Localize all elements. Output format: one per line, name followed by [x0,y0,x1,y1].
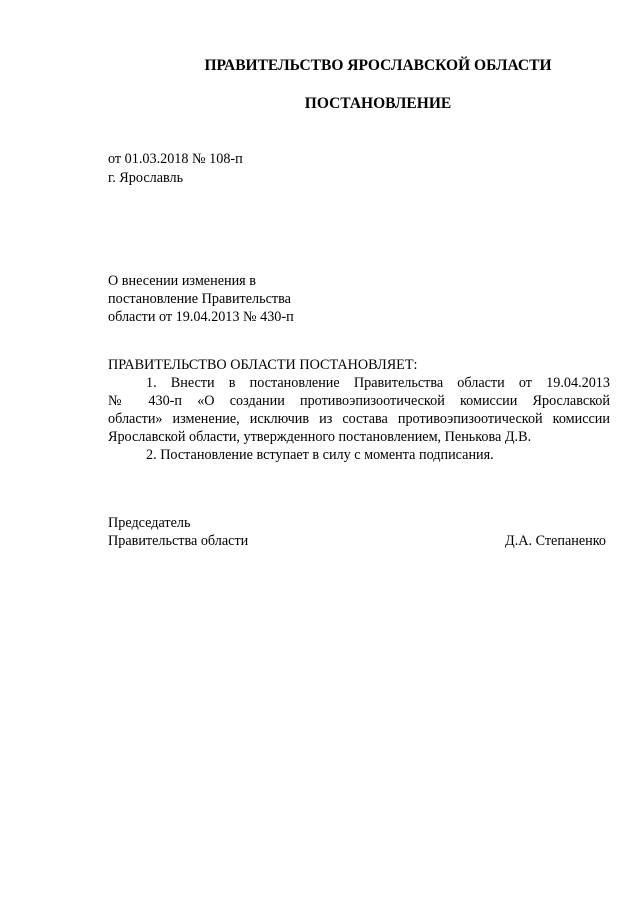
item-2-line: 2. Постановление вступает в силу с момента подписания. [146,447,494,463]
signatory-title-line: Правительства области [108,533,249,549]
subject-line: О внесении изменения в [108,273,256,289]
item-1-line: Ярославской области, утвержденного постановлением, Пенькова Д.В. [108,429,532,445]
document-city: г. Ярославль [108,170,184,186]
government-heading: ПРАВИТЕЛЬСТВО ЯРОСЛАВСКОЙ ОБЛАСТИ [204,57,552,74]
subject-line: области от 19.04.2013 № 430-п [108,309,294,325]
item-1-line: 1. Внести в постановление Правительства области от 19.04.2013 [146,375,610,391]
item-1-line: области» изменение, исключив из состава противоэпизоотической комиссии [108,411,610,427]
subject-line: постановление Правительства [108,291,291,307]
decree-lead: ПРАВИТЕЛЬСТВО ОБЛАСТИ ПОСТАНОВЛЯЕТ: [108,357,418,373]
document-date-number: от 01.03.2018 № 108-п [108,151,243,167]
document-type-heading: ПОСТАНОВЛЕНИЕ [304,95,452,112]
signatory-title-line: Председатель [108,515,191,531]
signatory-name: Д.А. Степаненко [505,533,606,549]
item-1-line: № 430-п «О создании противоэпизоотической комиссии Ярославской [108,393,610,409]
